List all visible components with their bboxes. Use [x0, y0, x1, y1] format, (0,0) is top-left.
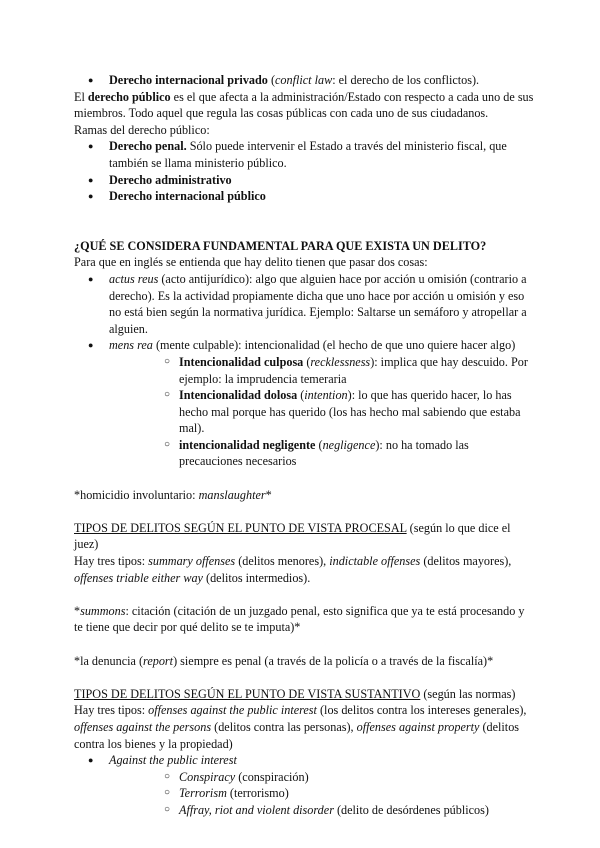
term: Derecho internacional privado: [109, 73, 268, 87]
list-item: ● Against the public interest ○ Conspiracy (conspiración) ○ Terrorism (terrorismo) ○ Affray, riot and violent disorder (delito de desórdenes públicos): [74, 752, 534, 818]
text: (: [267, 73, 275, 87]
procesal-heading: TIPOS DE DELITOS SEGÚN EL PUNTO DE VISTA PROCESAL (según lo que dice el juez): [74, 520, 511, 552]
sustantivo-text: Hay tres tipos: offenses against the public interest (los delitos contra los intereses generales), offenses against the persons (delitos contra las personas), offenses against property (delitos contra los bienes y la propiedad): [74, 703, 527, 751]
list-item: ● Derecho penal. Sólo puede intervenir el Estado a través del ministerio fiscal, que también se llama ministerio público.: [74, 138, 534, 171]
spacer: [74, 503, 534, 520]
text: : el derecho de los conflictos).: [332, 73, 480, 87]
procesal-text: Hay tres tipos: summary offenses (delitos menores), indictable offenses (delitos mayores), offenses triable either way (delitos intermedios).: [74, 554, 512, 585]
spacer: [74, 669, 534, 686]
elements-list: [74, 271, 534, 470]
english-term: conflict law: [275, 73, 333, 87]
publico-definition: El derecho público es el que afecta a la administración/Estado con respecto a cada uno de sus miembros. Todo aquel que regula las cosas públicas con cada uno de sus ciudadanos.: [74, 89, 534, 121]
mens-sublist: [109, 354, 534, 470]
document-body: [74, 72, 534, 819]
list-item-mens: ● mens rea (mente culpable): intencionalidad (el hecho de que uno quiere hacer algo) ○ Intencionalidad culposa (recklessness): implica que hay descuido. Por ejemplo: la imprudencia temeraria ○ Intencionalidad dolosa (intention): lo que has querido hacer, lo has hecho mal porque has querido (los has hecho mal sabiendo que estaba mal). ○ intencionalidad negligente (negligence): no ha tomado las precauciones necesarios: [74, 337, 534, 470]
denuncia-note: *la denuncia (report) siempre es penal (a través de la policía o a través de la fiscalía)*: [74, 653, 494, 668]
spacer: [74, 636, 534, 653]
list-item-privado: [74, 72, 534, 89]
ramas-label: Ramas del derecho público:: [74, 122, 210, 137]
privado-list: [74, 72, 534, 89]
spacer: [74, 470, 534, 487]
sublist-item: ○ Conspiracy (conspiración): [109, 769, 534, 786]
spacer: [74, 205, 534, 238]
intro-text: Para que en inglés se entienda que hay delito tienen que pasar dos cosas:: [74, 255, 428, 270]
sublist-item: ○ Terrorism (terrorismo): [109, 785, 534, 802]
list-item-actus: ● actus reus (acto antijurídico): algo que alguien hace por acción u omisión (contrario a derecho). Es la actividad propiamente dicha que uno hace por acción u omisión y eso no está bien según la normativa jurídica. Ejemplo: Saltarse un semáforo y atropellar a alguien.: [74, 271, 534, 337]
list-item: ● Derecho internacional público: [74, 188, 534, 205]
spacer: [74, 586, 534, 603]
sublist-item: ○ Affray, riot and violent disorder (delito de desórdenes públicos): [109, 802, 534, 819]
sustantivo-heading: TIPOS DE DELITOS SEGÚN EL PUNTO DE VISTA SUSTANTIVO (según las normas): [74, 686, 516, 701]
publico-list: [74, 138, 534, 204]
public-interest-list: [74, 752, 534, 818]
section-heading: ¿QUÉ SE CONSIDERA FUNDAMENTAL PARA QUE EXISTA UN DELITO?: [74, 238, 487, 253]
list-item: ● Derecho administrativo: [74, 172, 534, 189]
sublist-item: ○ intencionalidad negligente (negligence): no ha tomado las precauciones necesarios: [109, 437, 534, 470]
sublist-item: ○ Intencionalidad dolosa (intention): lo que has querido hacer, lo has hecho mal porque has querido (los has hecho mal sabiendo que estaba mal).: [109, 387, 534, 437]
sublist-item: ○ Intencionalidad culposa (recklessness): implica que hay descuido. Por ejemplo: la imprudencia temeraria: [109, 354, 534, 387]
public-interest-sublist: [109, 769, 534, 819]
homicidio-note: *homicidio involuntario: manslaughter*: [74, 487, 272, 502]
summons-note: *summons: citación (citación de un juzgado penal, esto significa que ya te está procesando y te tiene que decir por qué delito se te imputa)*: [74, 603, 525, 635]
